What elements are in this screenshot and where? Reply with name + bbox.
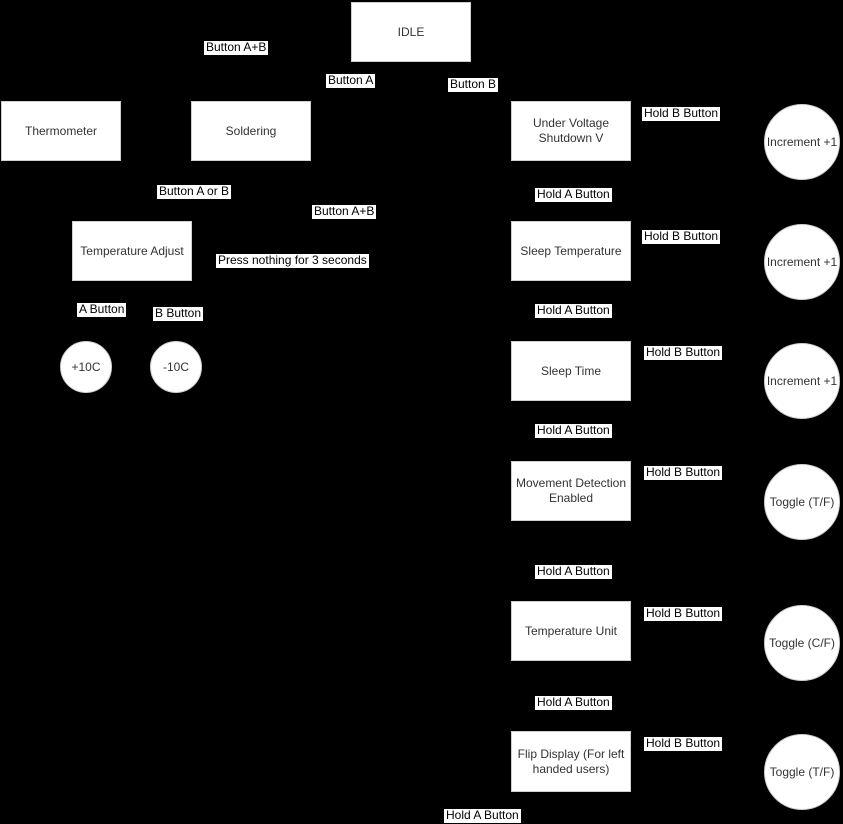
edge-label-button-a-or-b: Button A or B [159,184,230,198]
edge-label-hold-b-button-1: Hold B Button [644,106,719,120]
edge-label-button-a-plus-b-top: Button A+B [206,40,267,54]
edge-label-button-a-plus-b-mid: Button A+B [314,204,375,218]
state-node-increment-plus1-sleep-time [764,343,840,419]
edge-label-hold-a-button-1: Hold A Button [537,187,610,201]
edge-label-hold-b-button-5: Hold B Button [646,606,721,620]
state-node-label: Increment +1 [766,373,838,388]
state-node-under-voltage-shutdown-v [511,101,631,161]
edge-label-press-nothing-3s: Press nothing for 3 seconds [218,253,367,267]
state-node-label: Sleep Time [540,363,602,378]
state-node-label: Sleep Temperature [520,243,622,258]
state-node-toggle-cf-unit [764,605,840,681]
state-node-label: Thermometer [24,123,98,138]
state-node-plus-10c [60,341,112,393]
state-node-label: Temperature Adjust [80,243,184,258]
state-node-minus-10c [150,341,202,393]
edge-label-hold-a-button-6: Hold A Button [446,808,519,822]
edge-label-hold-b-button-6: Hold B Button [646,736,721,750]
state-node-label: Temperature Unit [524,623,618,638]
edge-label-button-a: Button A [328,73,374,87]
state-node-toggle-tf-flip [764,734,840,810]
state-node-toggle-tf-movement [764,464,840,540]
state-node-movement-detection-enabled [511,461,631,521]
state-node-increment-plus1-voltage [764,104,840,180]
state-node-increment-plus1-sleep-temp [764,224,840,300]
state-node-label: IDLE [397,24,425,39]
state-node-idle [351,2,471,62]
state-node-label: Movement Detection Enabled [515,476,627,505]
state-node-temperature-adjust [72,221,192,281]
edge-label-hold-a-button-5: Hold A Button [537,695,610,709]
edge-label-a-button: A Button [79,302,125,316]
state-node-sleep-temperature [511,221,631,281]
edge-label-b-button: B Button [155,306,202,320]
state-node-label: Increment +1 [766,254,838,269]
state-node-temperature-unit [511,601,631,661]
state-node-label: Increment +1 [766,134,838,149]
edge-label-hold-b-button-3: Hold B Button [646,345,721,359]
state-node-label: +10C [71,359,101,374]
state-node-label: Flip Display (For left handed users) [517,746,625,776]
edge-label-hold-a-button-3: Hold A Button [537,423,610,437]
edge-label-hold-a-button-2: Hold A Button [537,303,610,317]
state-node-label: Toggle (C/F) [768,635,836,650]
edge-label-hold-a-button-4: Hold A Button [537,564,610,578]
edge-label-button-b: Button B [450,77,497,91]
state-node-label: Toggle (T/F) [769,494,835,509]
state-node-label: Soldering [225,123,277,138]
state-node-soldering [191,101,311,161]
state-node-thermometer [1,101,121,161]
state-node-label: Toggle (T/F) [769,764,835,779]
edge-label-hold-b-button-2: Hold B Button [644,229,719,243]
state-node-label: -10C [162,359,189,374]
state-node-label: Under Voltage Shutdown V [532,116,610,145]
state-node-sleep-time [511,341,631,401]
edge-label-hold-b-button-4: Hold B Button [646,465,721,479]
state-node-flip-display [511,731,631,792]
